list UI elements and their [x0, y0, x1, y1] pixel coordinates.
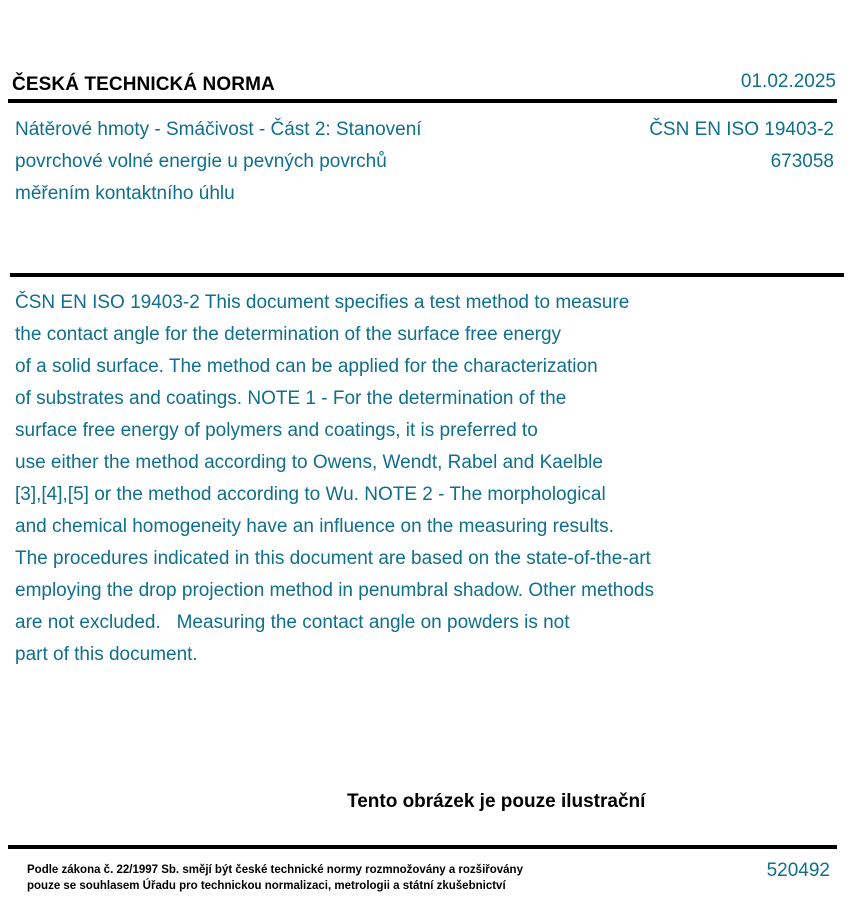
- standard-identifiers: [649, 114, 834, 178]
- header-divider: [8, 99, 837, 103]
- title-line: měřením kontaktního úhlu: [15, 183, 235, 204]
- title-divider: [10, 273, 844, 277]
- abstract-line: The procedures indicated in this document are based on the state-of-the-art: [15, 548, 651, 569]
- standard-code: ČSN EN ISO 19403-2: [649, 119, 834, 140]
- abstract-line: are not excluded. Measuring the contact angle on powders is not: [15, 612, 570, 633]
- document-id: 520492: [766, 860, 830, 881]
- illustrative-note: Tento obrázek je pouze ilustrační: [347, 791, 646, 812]
- title-line: Nátěrové hmoty - Smáčivost - Část 2: Stanovení: [15, 119, 422, 140]
- legal-line: pouze se souhlasem Úřadu pro technickou normalizaci, metrologii a státní zkušebnictví: [27, 880, 506, 892]
- legal-line: Podle zákona č. 22/1997 Sb. smějí být české technické normy rozmnožovány a rozšiřovány: [27, 864, 523, 876]
- abstract-line: and chemical homogeneity have an influence on the measuring results.: [15, 516, 614, 537]
- class-number: 673058: [770, 151, 834, 172]
- title-line: povrchové volné energie u pevných povrchů: [15, 151, 387, 172]
- abstract-line: part of this document.: [15, 644, 198, 665]
- abstract-line: [3],[4],[5] or the method according to Wu. NOTE 2 - The morphological: [15, 484, 606, 505]
- standard-title: [15, 114, 535, 210]
- abstract-line: employing the drop projection method in penumbral shadow. Other methods: [15, 580, 654, 601]
- norm-heading: ČESKÁ TECHNICKÁ NORMA: [12, 74, 275, 95]
- abstract-line: surface free energy of polymers and coatings, it is preferred to: [15, 420, 538, 441]
- abstract-line: the contact angle for the determination of the surface free energy: [15, 324, 562, 345]
- publication-date: 01.02.2025: [740, 71, 836, 92]
- abstract-text: [15, 287, 755, 671]
- abstract-line: of a solid surface. The method can be applied for the characterization: [15, 356, 598, 377]
- abstract-line: use either the method according to Owens, Wendt, Rabel and Kaelble: [15, 452, 603, 473]
- abstract-line: of substrates and coatings. NOTE 1 - For the determination of the: [15, 388, 567, 409]
- footer-divider: [8, 845, 837, 849]
- abstract-line: ČSN EN ISO 19403-2 This document specifies a test method to measure: [15, 292, 630, 313]
- legal-notice: [27, 862, 523, 894]
